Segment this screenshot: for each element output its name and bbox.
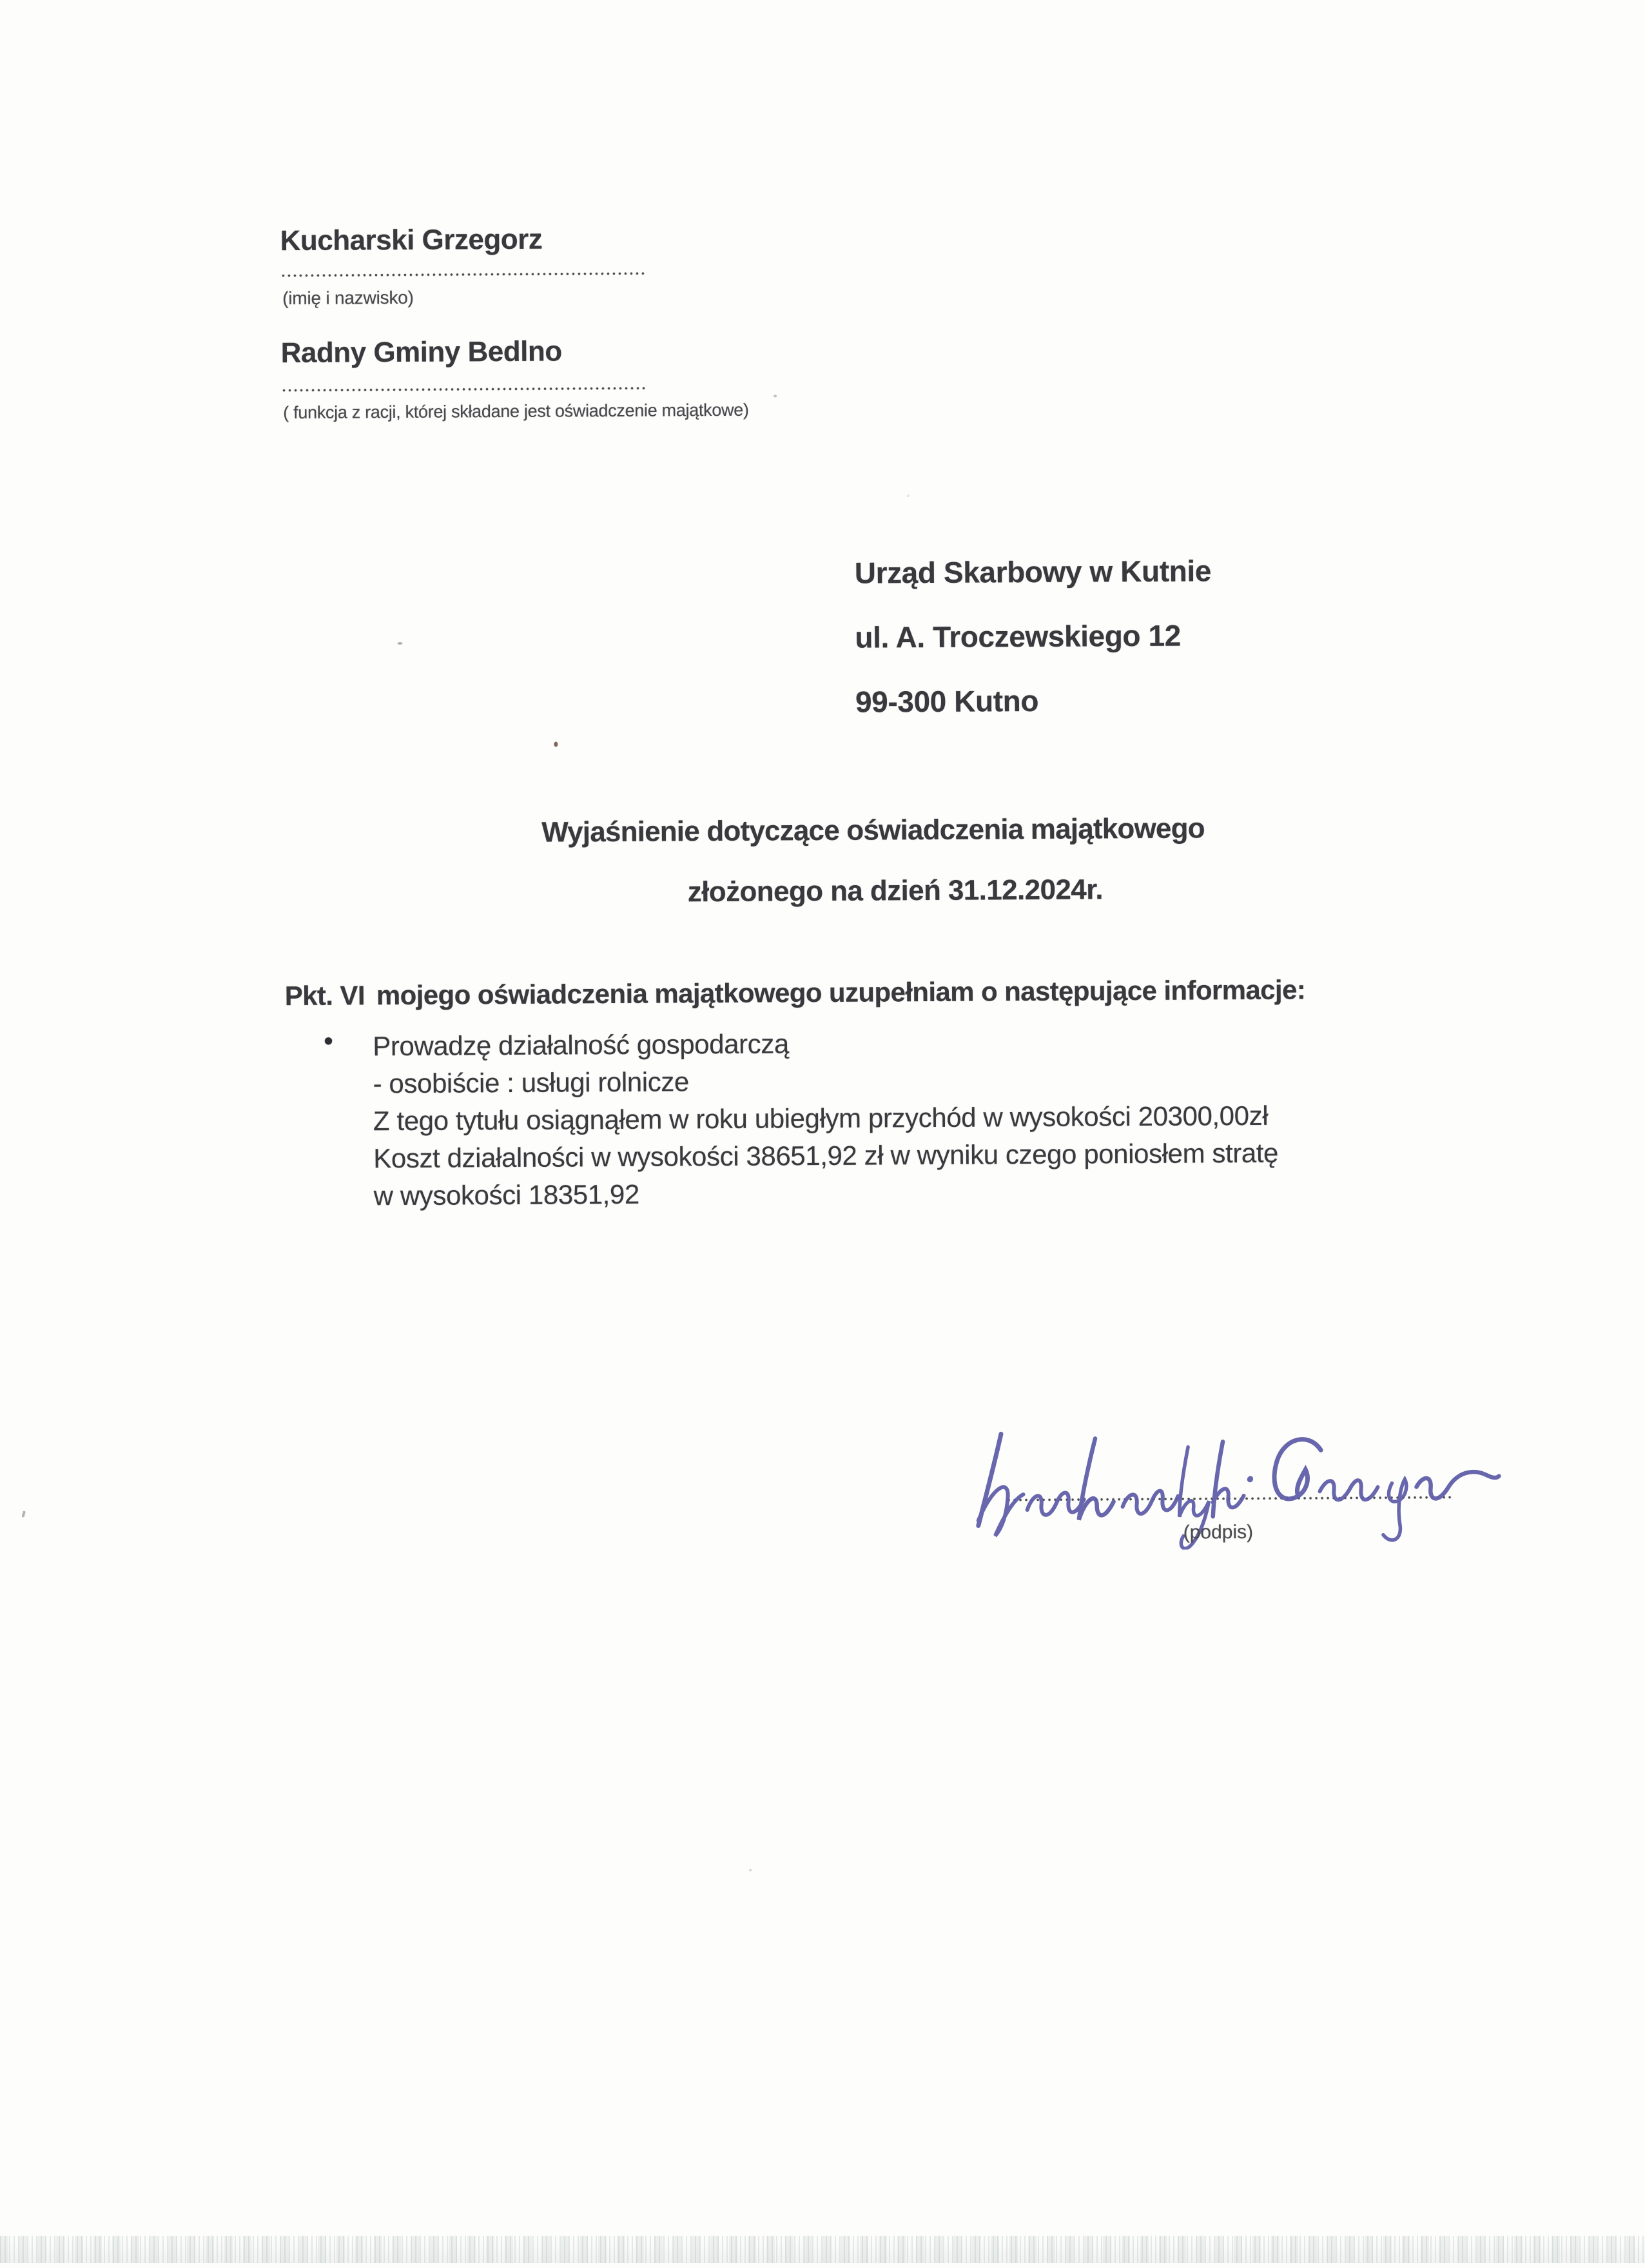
scan-speck (554, 742, 558, 747)
body-line: Prowadzę działalność gospodarczą (373, 1028, 789, 1062)
recipient-city: 99-300 Kutno (855, 683, 1039, 719)
scan-edge-noise (0, 2236, 1645, 2263)
sender-role-caption: ( funkcja z racji, której składane jest oświadczenie majątkowe) (283, 400, 749, 423)
document-title-line1: Wyjaśnienie dotyczące oświadczenia majątkowego (541, 812, 1205, 848)
dotted-line-name (280, 272, 645, 277)
signature-caption: (podpis) (1183, 1521, 1254, 1543)
body-paragraph (373, 1022, 1278, 1215)
sender-name: Kucharski Grzegorz (280, 223, 543, 257)
bullet-dot-icon: • (324, 1025, 334, 1056)
scan-speck (21, 1510, 26, 1518)
dotted-line-role (281, 387, 645, 392)
body-line: Z tego tytułu osiągnąłem w roku ubiegłym przychód w wysokości 20300,00zł (373, 1100, 1269, 1137)
document-title-line2: złożonego na dzień 31.12.2024r. (687, 874, 1104, 908)
scan-speck (749, 1869, 752, 1872)
scan-speck (397, 642, 402, 645)
body-intro-rest: mojego oświadczenia majątkowego uzupełniam o następujące informacje: (376, 974, 1306, 1011)
body-line: Koszt działalności w wysokości 38651,92 zł w wyniku czego poniosłem stratę (373, 1137, 1279, 1174)
body-line: - osobiście : usługi rolnicze (373, 1066, 690, 1099)
body-intro-prefix: Pkt. VI (284, 980, 365, 1012)
sender-name-caption: (imię i nazwisko) (282, 287, 414, 309)
sender-role: Radny Gminy Bedlno (280, 335, 562, 369)
scan-speck (774, 395, 777, 397)
body-intro (285, 974, 1306, 1012)
recipient-street: ul. A. Troczewskiego 12 (855, 618, 1182, 654)
recipient-name: Urząd Skarbowy w Kutnie (854, 554, 1212, 590)
scan-speck (907, 494, 910, 497)
body-line: w wysokości 18351,92 (373, 1178, 640, 1211)
